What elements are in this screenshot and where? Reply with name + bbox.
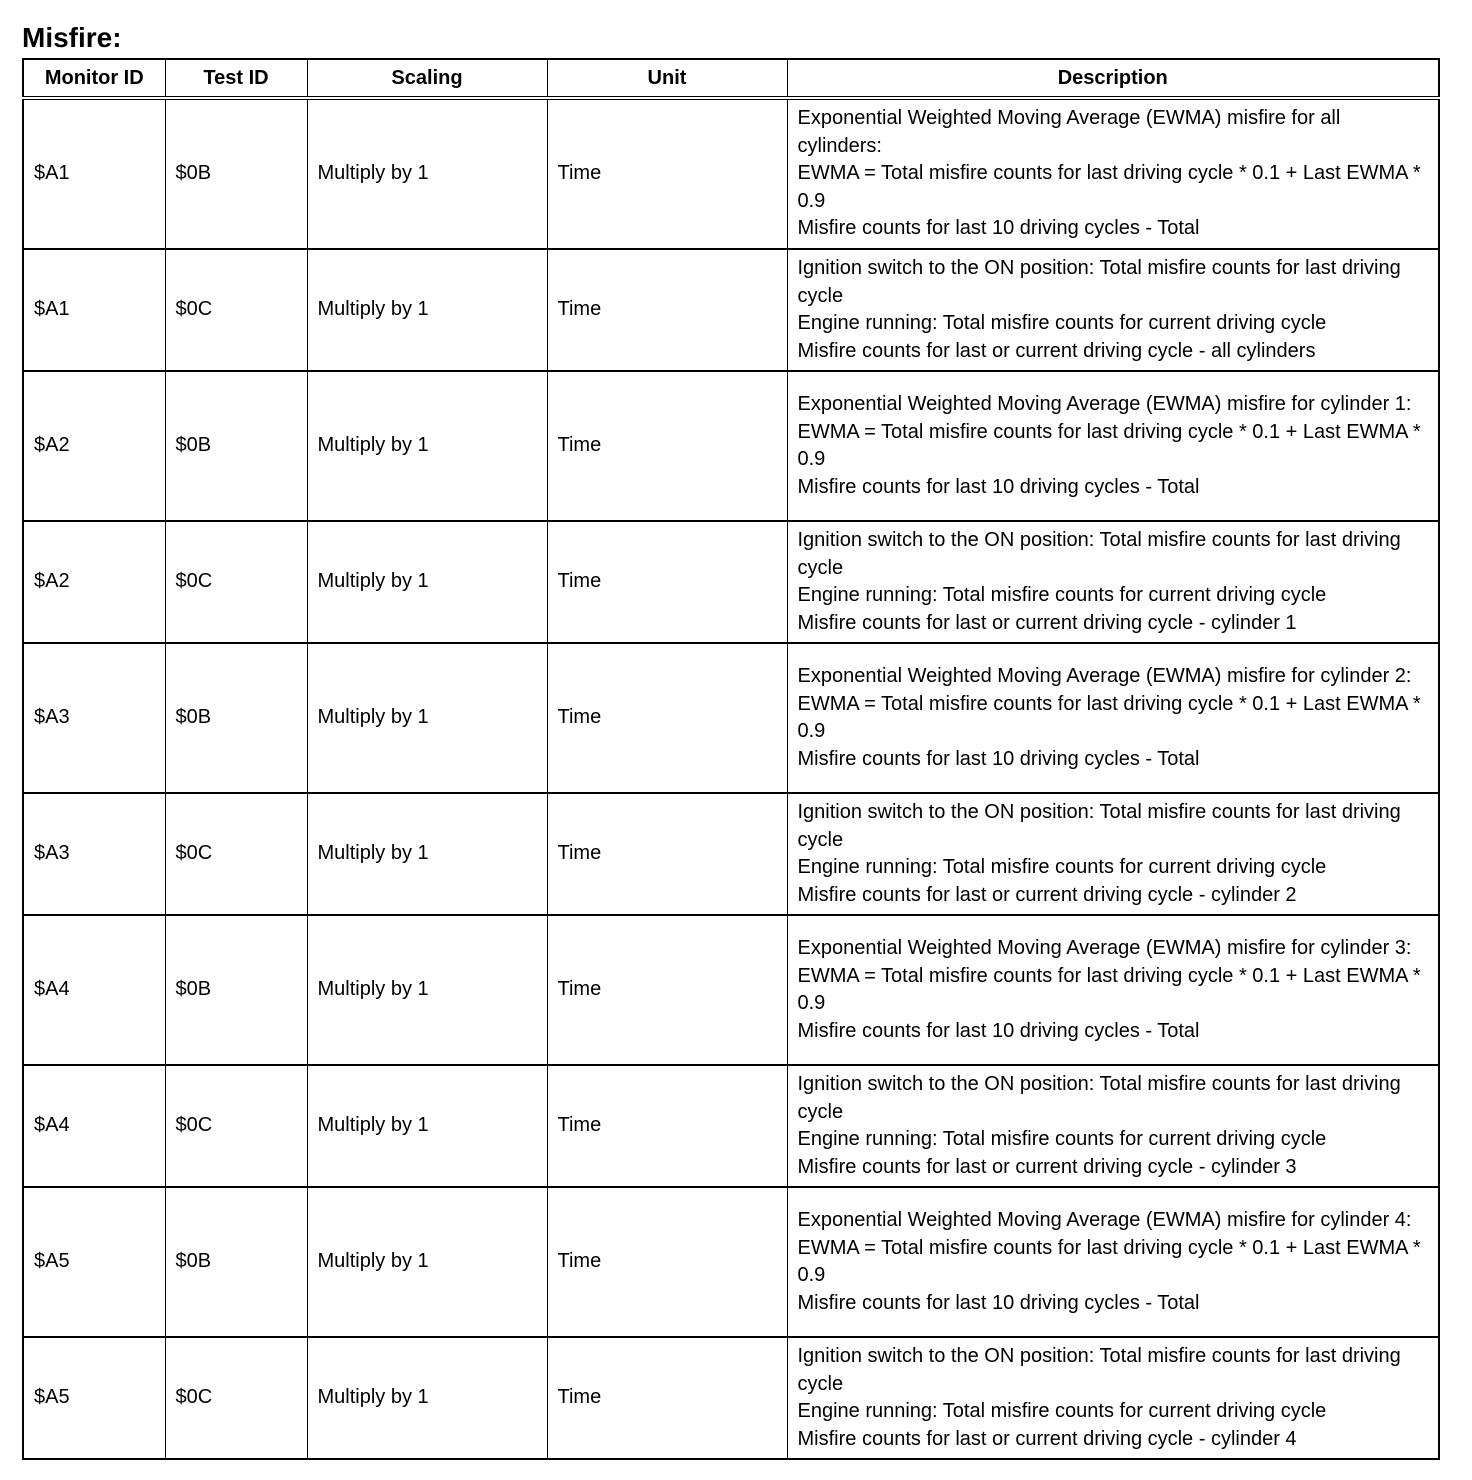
unit-cell: Time	[547, 915, 787, 1065]
monitor-id-cell: $A4	[23, 915, 165, 1065]
description-line: Misfire counts for last or current driving cycle - cylinder 2	[797, 883, 1297, 906]
scaling-cell: Multiply by 1	[307, 793, 547, 915]
description-line: Misfire counts for last or current driving cycle - cylinder 4	[797, 1427, 1297, 1450]
description-line: Exponential Weighted Moving Average (EWMA) misfire for cylinder 2:	[797, 665, 1412, 687]
table-header-row	[23, 59, 1439, 98]
description-line: Misfire counts for last 10 driving cycles - Total	[797, 475, 1200, 498]
unit-cell: Time	[547, 98, 787, 249]
table-row	[23, 521, 1439, 643]
unit-cell: Time	[547, 521, 787, 643]
unit-cell: Time	[547, 793, 787, 915]
description-line: EWMA = Total misfire counts for last driving cycle * 0.1 + Last EWMA * 0.9	[797, 692, 1421, 742]
monitor-id-cell: $A2	[23, 371, 165, 521]
description-line: Exponential Weighted Moving Average (EWMA) misfire for cylinder 4:	[797, 1209, 1412, 1231]
column-header-unit: Unit	[547, 59, 787, 98]
scaling-cell: Multiply by 1	[307, 915, 547, 1065]
table-row	[23, 1065, 1439, 1187]
description-cell	[787, 1337, 1439, 1459]
table-row	[23, 249, 1439, 371]
description-cell	[787, 643, 1439, 793]
description-line: Ignition switch to the ON position: Total misfire counts for last driving cycle	[797, 1345, 1401, 1395]
monitor-id-cell: $A4	[23, 1065, 165, 1187]
description-cell	[787, 371, 1439, 521]
description-line: Ignition switch to the ON position: Total misfire counts for last driving cycle	[797, 529, 1401, 579]
description-line: Engine running: Total misfire counts for current driving cycle	[797, 1128, 1327, 1150]
description-line: Ignition switch to the ON position: Total misfire counts for last driving cycle	[797, 1073, 1401, 1123]
test-id-cell: $0B	[165, 643, 307, 793]
test-id-cell: $0B	[165, 371, 307, 521]
description-line: Misfire counts for last or current driving cycle - cylinder 3	[797, 1155, 1297, 1178]
scaling-cell: Multiply by 1	[307, 98, 547, 249]
description-line: Engine running: Total misfire counts for current driving cycle	[797, 1400, 1327, 1422]
table-row	[23, 643, 1439, 793]
test-id-cell: $0C	[165, 249, 307, 371]
monitor-id-cell: $A3	[23, 793, 165, 915]
monitor-id-cell: $A3	[23, 643, 165, 793]
description-line: Misfire counts for last 10 driving cycles - Total	[797, 217, 1200, 240]
table-row	[23, 1337, 1439, 1459]
scaling-cell: Multiply by 1	[307, 371, 547, 521]
scaling-cell: Multiply by 1	[307, 1065, 547, 1187]
misfire-table	[22, 58, 1440, 1460]
description-line: Misfire counts for last 10 driving cycles - Total	[797, 747, 1200, 770]
test-id-cell: $0B	[165, 1187, 307, 1337]
unit-cell: Time	[547, 1337, 787, 1459]
monitor-id-cell: $A5	[23, 1187, 165, 1337]
scaling-cell: Multiply by 1	[307, 643, 547, 793]
table-row	[23, 371, 1439, 521]
description-cell	[787, 521, 1439, 643]
page-title: Misfire:	[22, 22, 122, 53]
description-cell	[787, 915, 1439, 1065]
table-row	[23, 915, 1439, 1065]
monitor-id-cell: $A2	[23, 521, 165, 643]
table-row	[23, 793, 1439, 915]
description-line: Misfire counts for last or current driving cycle - cylinder 1	[797, 611, 1297, 634]
description-line: EWMA = Total misfire counts for last driving cycle * 0.1 + Last EWMA * 0.9	[797, 1236, 1421, 1286]
description-line: Ignition switch to the ON position: Total misfire counts for last driving cycle	[797, 801, 1401, 851]
table-row	[23, 98, 1439, 249]
test-id-cell: $0B	[165, 915, 307, 1065]
description-line: Misfire counts for last 10 driving cycles - Total	[797, 1291, 1200, 1314]
unit-cell: Time	[547, 249, 787, 371]
monitor-id-cell: $A1	[23, 249, 165, 371]
description-line: EWMA = Total misfire counts for last driving cycle * 0.1 + Last EWMA * 0.9	[797, 964, 1421, 1014]
test-id-cell: $0C	[165, 1337, 307, 1459]
test-id-cell: $0B	[165, 98, 307, 249]
table-row	[23, 1187, 1439, 1337]
unit-cell: Time	[547, 1065, 787, 1187]
description-line: EWMA = Total misfire counts for last driving cycle * 0.1 + Last EWMA * 0.9	[797, 420, 1421, 470]
test-id-cell: $0C	[165, 1065, 307, 1187]
monitor-id-cell: $A1	[23, 98, 165, 249]
description-line: Exponential Weighted Moving Average (EWMA) misfire for cylinder 1:	[797, 393, 1412, 415]
scaling-cell: Multiply by 1	[307, 1187, 547, 1337]
description-line: Ignition switch to the ON position: Total misfire counts for last driving cycle	[797, 257, 1401, 307]
description-line: Engine running: Total misfire counts for current driving cycle	[797, 312, 1327, 334]
column-header-description: Description	[787, 59, 1439, 98]
unit-cell: Time	[547, 643, 787, 793]
description-line: Misfire counts for last or current driving cycle - all cylinders	[797, 339, 1316, 362]
scaling-cell: Multiply by 1	[307, 521, 547, 643]
column-header-test-id: Test ID	[165, 59, 307, 98]
description-cell	[787, 98, 1439, 249]
monitor-id-cell: $A5	[23, 1337, 165, 1459]
test-id-cell: $0C	[165, 521, 307, 643]
description-line: Engine running: Total misfire counts for current driving cycle	[797, 584, 1327, 606]
description-cell	[787, 249, 1439, 371]
column-header-scaling: Scaling	[307, 59, 547, 98]
description-line: Exponential Weighted Moving Average (EWMA) misfire for cylinder 3:	[797, 937, 1412, 959]
description-line: Exponential Weighted Moving Average (EWMA) misfire for all cylinders:	[797, 107, 1341, 157]
scaling-cell: Multiply by 1	[307, 1337, 547, 1459]
description-cell	[787, 1187, 1439, 1337]
test-id-cell: $0C	[165, 793, 307, 915]
column-header-monitor-id: Monitor ID	[23, 59, 165, 98]
unit-cell: Time	[547, 1187, 787, 1337]
description-line: EWMA = Total misfire counts for last driving cycle * 0.1 + Last EWMA * 0.9	[797, 162, 1421, 212]
scaling-cell: Multiply by 1	[307, 249, 547, 371]
description-cell	[787, 793, 1439, 915]
unit-cell: Time	[547, 371, 787, 521]
description-cell	[787, 1065, 1439, 1187]
description-line: Misfire counts for last 10 driving cycles - Total	[797, 1019, 1200, 1042]
description-line: Engine running: Total misfire counts for current driving cycle	[797, 856, 1327, 878]
